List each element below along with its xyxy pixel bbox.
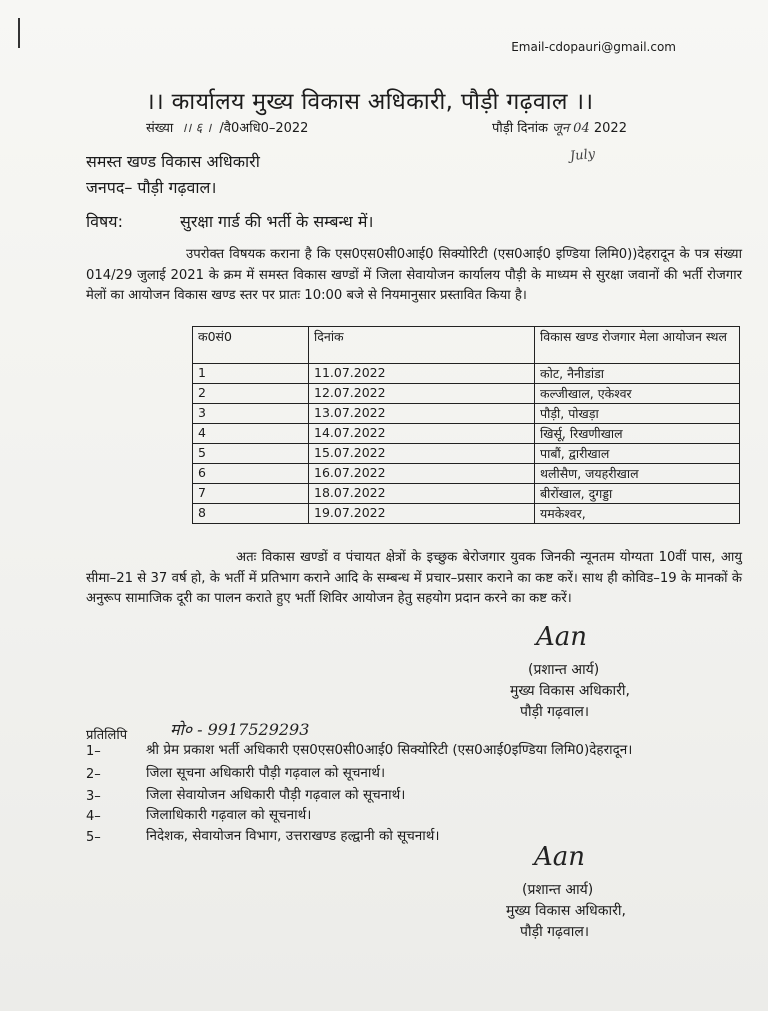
table-cell: पौड़ी, पोखड़ा [535, 404, 740, 424]
table-cell: कल्जीखाल, एकेश्वर [535, 384, 740, 404]
table-cell: 2 [193, 384, 309, 404]
table-cell: 19.07.2022 [309, 504, 535, 524]
table-cell: 5 [193, 444, 309, 464]
copy-item-number: 4– [86, 809, 101, 824]
copy-item-text: जिला सेवायोजन अधिकारी पौड़ी गढ़वाल को सूचनार्थ। [146, 787, 406, 803]
addressee-line-2: जनपद– पौड़ी गढ़वाल। [86, 178, 217, 197]
table-header-cell: दिनांक [309, 327, 535, 364]
table-cell: यमकेश्वर, [535, 504, 740, 524]
table-cell: 3 [193, 404, 309, 424]
table-cell: 13.07.2022 [309, 404, 535, 424]
handwritten-phone: मो० - 9917529293 [170, 720, 310, 739]
table-cell: 16.07.2022 [309, 464, 535, 484]
table-row [193, 444, 740, 464]
table-cell: खिर्सू, रिखणीखाल [535, 424, 740, 444]
copy-to-label: प्रतिलिपि [86, 728, 128, 743]
signatory-designation-1: मुख्य विकास अधिकारी, [510, 683, 630, 699]
signature-2: Aan [534, 842, 586, 872]
copy-item-number: 5– [86, 830, 101, 845]
signatory-designation-2: मुख्य विकास अधिकारी, [506, 903, 626, 919]
copy-item-text: निदेशक, सेवायोजन विभाग, उत्तराखण्ड हल्द्वानी को सूचनार्थ। [146, 828, 440, 844]
date-line: पौड़ी दिनांक जून 04 2022 [492, 121, 627, 136]
body-paragraph-1: उपरोक्त विषयक कराना है कि एस0एस0सी0आई0 सिक्योरिटी (एस0आई0 इण्डिया लिमि0))देहरादून के पत्र संख्या 014/29 जुलाई 2021 के क्रम में समस्त विकास खण्डों में जिला सेवायोजन कार्यालय पौड़ी के माध्यम से सुरक्षा जवानों की भर्ती रोजगार मेलों का आयोजन विकास खण्ड स्तर पर प्रातः 10:00 बजे से नियमानुसार प्रस्तावित किया है। [86, 247, 742, 303]
subject-label: विषय: [86, 212, 123, 231]
body-paragraph-2: अतः विकास खण्डों व पंचायत क्षेत्रों के इच्छुक बेरोजगार युवक जिनकी न्यूनतम योग्यता 10वीं पास, आयु सीमा–21 से 37 वर्ष हो, के भर्ती में प्रतिभाग कराने आदि के सम्बन्ध में प्रचार–प्रसार कराने का कष्ट करें। साथ ही कोविड–19 के मानकों के अनुरूप सामाजिक दूरी का पालन कराते हुए भर्ती शिविर आयोजन हेतु सहयोग प्रदान करने का कष्ट करें। [86, 550, 742, 606]
table-cell: 6 [193, 464, 309, 484]
copy-item-number: 3– [86, 789, 101, 804]
table-row [193, 404, 740, 424]
table-cell: 4 [193, 424, 309, 444]
copy-item-text: श्री प्रेम प्रकाश भर्ती अधिकारी एस0एस0सी0आई0 सिक्योरिटी (एस0आई0इण्डिया लिमि0)देहरादून। [146, 742, 633, 758]
table-row [193, 424, 740, 444]
table-header-row [193, 327, 740, 364]
table-cell: 11.07.2022 [309, 364, 535, 384]
handwritten-july-note: July [569, 146, 596, 165]
table-row [193, 384, 740, 404]
table-row [193, 504, 740, 524]
table-row [193, 484, 740, 504]
addressee-line-1: समस्त खण्ड विकास अधिकारी [86, 152, 260, 171]
copy-item-number: 2– [86, 767, 101, 782]
signatory-name-1: (प्रशान्त आर्य) [528, 662, 600, 678]
table-row [193, 464, 740, 484]
signatory-location-2: पौड़ी गढ़वाल। [520, 924, 590, 940]
subject-text: सुरक्षा गार्ड की भर्ती के सम्बन्ध में। [180, 212, 374, 231]
signatory-location-1: पौड़ी गढ़वाल। [520, 704, 590, 720]
table-cell: कोट, नैनीडांडा [535, 364, 740, 384]
table-cell: 12.07.2022 [309, 384, 535, 404]
table-header-cell: विकास खण्ड रोजगार मेला आयोजन स्थल [535, 327, 740, 364]
table-cell: 1 [193, 364, 309, 384]
table-cell: थलीसैण, जयहरीखाल [535, 464, 740, 484]
email-address: Email-cdopauri@gmail.com [511, 40, 676, 54]
table-cell: 18.07.2022 [309, 484, 535, 504]
table-cell: बीरोंखाल, दुगड्डा [535, 484, 740, 504]
table-cell: 8 [193, 504, 309, 524]
copy-item-text: जिला सूचना अधिकारी पौड़ी गढ़वाल को सूचनार्थ। [146, 765, 386, 781]
table-cell: 15.07.2022 [309, 444, 535, 464]
signature-1: Aan [536, 622, 588, 652]
schedule-table [192, 326, 740, 524]
table-row [193, 364, 740, 384]
table-cell: पाबौं, द्वारीखाल [535, 444, 740, 464]
table-header-cell: क0सं0 [193, 327, 309, 364]
margin-mark [18, 18, 28, 48]
reference-number: संख्या ।। ६ । /वै0अधि0–2022 [146, 121, 309, 136]
copy-item-number: 1– [86, 744, 101, 759]
table-cell: 7 [193, 484, 309, 504]
table-cell: 14.07.2022 [309, 424, 535, 444]
office-title: ।। कार्यालय मुख्य विकास अधिकारी, पौड़ी गढ़वाल ।। [146, 89, 594, 115]
signatory-name-2: (प्रशान्त आर्य) [522, 882, 594, 898]
copy-item-text: जिलाधिकारी गढ़वाल को सूचनार्थ। [146, 807, 312, 823]
